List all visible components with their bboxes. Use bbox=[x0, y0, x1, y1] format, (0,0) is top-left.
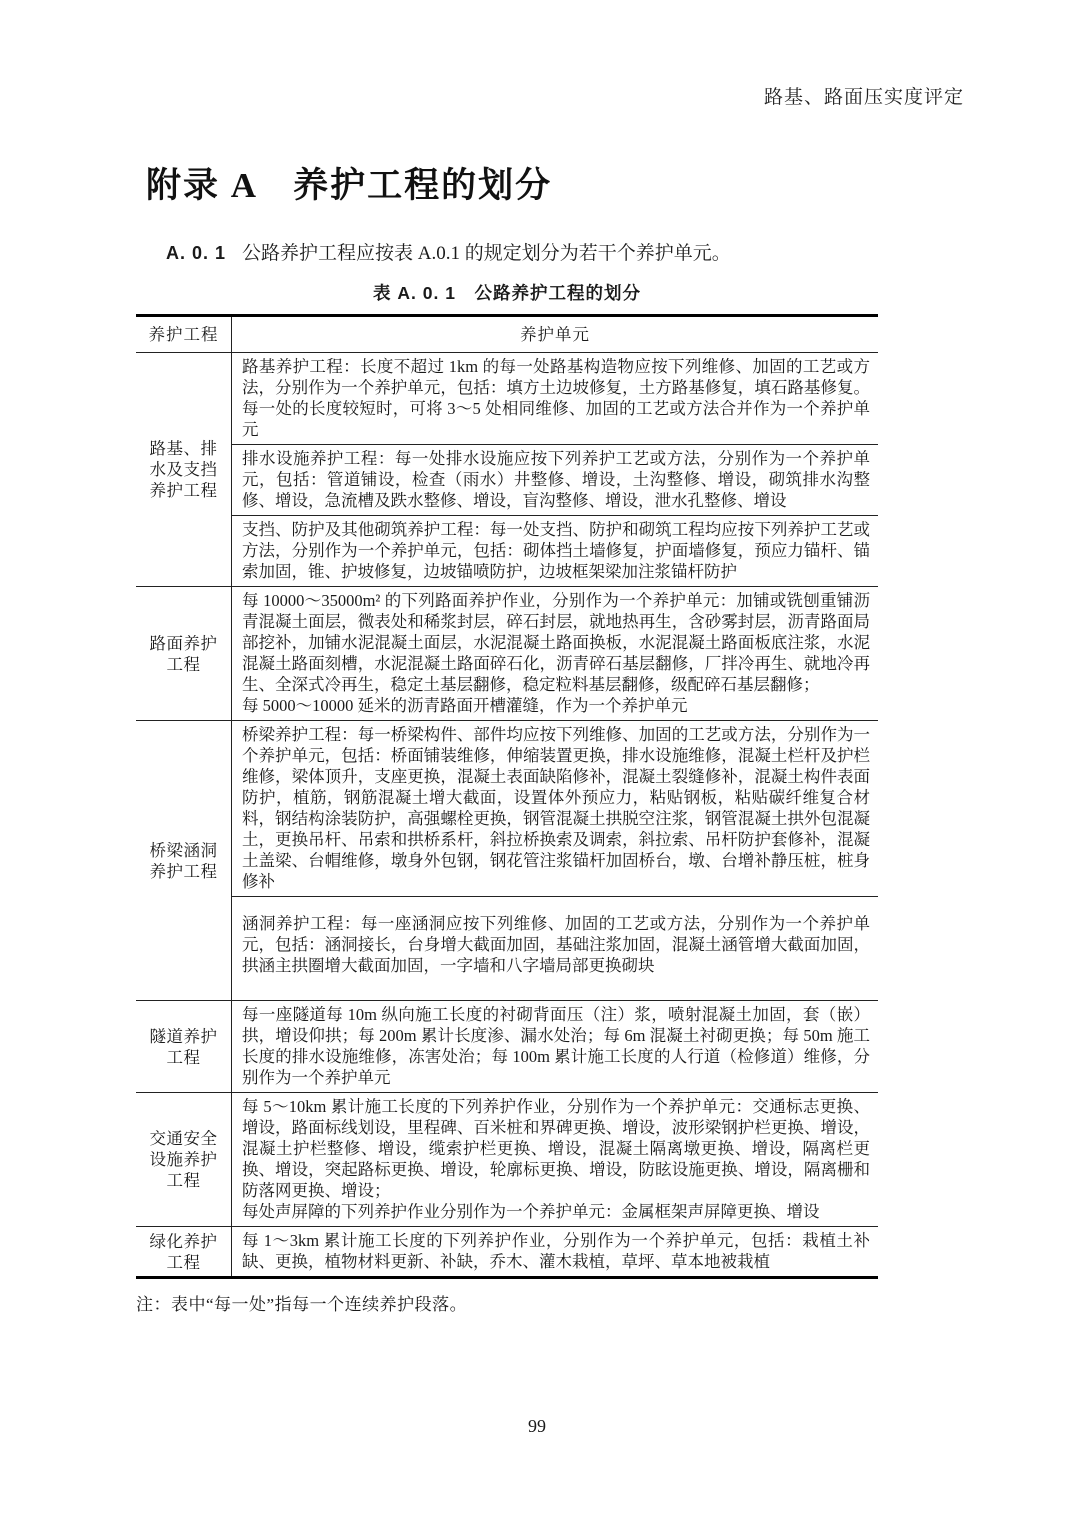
table-row bbox=[136, 1093, 878, 1227]
cell-paragraph: 每处声屏障的下列养护作业分别作为一个养护单元：金属框架声屏障更换、增设 bbox=[242, 1202, 820, 1221]
row-content bbox=[232, 1093, 879, 1227]
table-caption: 表 A. 0. 1 公路养护工程的划分 bbox=[373, 283, 641, 303]
table-header-row bbox=[136, 316, 878, 353]
appendix-title: 附录 A 养护工程的划分 bbox=[146, 166, 553, 205]
column-header-project: 养护工程 bbox=[136, 316, 232, 353]
cell-paragraph: 排水设施养护工程：每一处排水设施应按下列养护工艺或方法，分别作为一个养护单元，包括：管道铺设，检查（雨水）井整修、增设，土沟整修、增设，砌筑排水沟整修、增设，急流槽及跌水整修、增设，盲沟整修、增设，泄水孔整修、增设 bbox=[242, 449, 870, 510]
table-row bbox=[136, 1001, 878, 1093]
maintenance-division-table bbox=[136, 314, 878, 1279]
table-row bbox=[136, 516, 878, 587]
cell-paragraph: 每 1～3km 累计施工长度的下列养护作业，分别作为一个养护单元，包括：栽植土补缺、更换，植物材料更新、补缺，乔木、灌木栽植，草坪、草本地被栽植 bbox=[242, 1231, 870, 1271]
row-label: 隧道养护工程 bbox=[136, 1001, 232, 1093]
clause-text: 公路养护工程应按表 A.0.1 的规定划分为若干个养护单元。 bbox=[242, 243, 731, 264]
row-content bbox=[232, 445, 879, 516]
row-content bbox=[232, 897, 879, 1001]
table-row bbox=[136, 587, 878, 721]
row-content bbox=[232, 353, 879, 445]
row-label: 绿化养护工程 bbox=[136, 1227, 232, 1278]
row-label: 交通安全设施养护工程 bbox=[136, 1093, 232, 1227]
cell-paragraph: 涵洞养护工程：每一座涵洞应按下列维修、加固的工艺或方法，分别作为一个养护单元，包括：涵洞接长，台身增大截面加固，基础注浆加固，混凝土涵管增大截面加固，拱涵主拱圈增大截面加固，一字墙和八字墙局部更换砌块 bbox=[242, 914, 870, 975]
cell-paragraph: 支挡、防护及其他砌筑养护工程：每一处支挡、防护和砌筑工程均应按下列养护工艺或方法，分别作为一个养护单元，包括：砌体挡土墙修复，护面墙修复，预应力锚杆、锚索加固，锥、护坡修复，边坡锚喷防护，边坡框架梁加注浆锚杆防护 bbox=[242, 520, 870, 581]
clause-number: A. 0. 1 bbox=[166, 243, 227, 263]
row-content bbox=[232, 516, 879, 587]
cell-paragraph: 桥梁养护工程：每一桥梁构件、部件均应按下列维修、加固的工艺或方法，分别作为一个养护单元，包括：桥面铺装维修，伸缩装置更换，排水设施维修，混凝土栏杆及护栏维修，梁体顶升，支座更换，混凝土表面缺陷修补，混凝土裂缝修补，混凝土构件表面防护，植筋，钢筋混凝土增大截面，设置体外预应力，粘贴钢板，粘贴碳纤维复合材料，钢结构涂装防护，高强螺栓更换，钢管混凝土拱脱空注浆，钢管混凝土拱外包混凝土，更换吊杆、吊索和拱桥系杆，斜拉桥换索及调索，斜拉索、吊杆防护套修补，混凝土盖梁、台帽维修，墩身外包钢，钢花管注浆锚杆加固桥台，墩、台增补静压桩，桩身修补 bbox=[242, 725, 870, 891]
row-label: 路基、排水及支挡养护工程 bbox=[136, 353, 232, 587]
row-label: 桥梁涵洞养护工程 bbox=[136, 721, 232, 1001]
cell-paragraph: 每 10000～35000m² 的下列路面养护作业，分别作为一个养护单元：加铺或铣刨重铺沥青混凝土面层，微表处和稀浆封层，碎石封层，就地热再生，含砂雾封层，沥青路面局部挖补，加铺水泥混凝土面层，水泥混凝土路面换板，水泥混凝土路面板底注浆，水泥混凝土路面刻槽，水泥混凝土路面碎石化，沥青碎石基层翻修，厂拌冷再生、就地冷再生、全深式冷再生，稳定土基层翻修，稳定粒料基层翻修，级配碎石基层翻修； bbox=[242, 591, 870, 694]
clause-a01 bbox=[166, 238, 731, 265]
cell-paragraph: 每一座隧道每 10m 纵向施工长度的衬砌背面压（注）浆，喷射混凝土加固，套（嵌）拱，增设仰拱；每 200m 累计长度渗、漏水处治；每 6m 混凝土衬砌更换；每 50m 施工长度的排水设施维修，冻害处治；每 100m 累计施工长度的人行道（检修道）维修，分别作为一个养护单元 bbox=[242, 1005, 870, 1087]
table-note: 注：表中“每一处”指每一个连续养护段落。 bbox=[136, 1295, 468, 1314]
cell-paragraph: 路基养护工程：长度不超过 1km 的每一处路基构造物应按下列维修、加固的工艺或方法，分别作为一个养护单元，包括：填方土边坡修复，土方路基修复，填石路基修复。每一处的长度较短时，可将 3～5 处相同维修、加固的工艺或方法合并作为一个养护单元 bbox=[242, 357, 870, 439]
table-row bbox=[136, 721, 878, 897]
cell-paragraph: 每 5000～10000 延米的沥青路面开槽灌缝，作为一个养护单元 bbox=[242, 696, 688, 715]
page-number: 99 bbox=[528, 1416, 546, 1436]
table-row bbox=[136, 1227, 878, 1278]
cell-paragraph: 每 5～10km 累计施工长度的下列养护作业，分别作为一个养护单元：交通标志更换、增设，路面标线划设，里程碑、百米桩和界碑更换、增设，波形梁钢护栏更换、增设，混凝土护栏整修、增设，缆索护栏更换、增设，混凝土隔离墩更换、增设，隔离栏更换、增设，突起路标更换、增设，轮廓标更换、增设，防眩设施更换、增设，隔离栅和防落网更换、增设； bbox=[242, 1097, 870, 1200]
table-row bbox=[136, 445, 878, 516]
row-content bbox=[232, 1227, 879, 1278]
row-content bbox=[232, 721, 879, 897]
row-label: 路面养护工程 bbox=[136, 587, 232, 721]
row-content bbox=[232, 1001, 879, 1093]
running-header: 路基、路面压实度评定 bbox=[763, 87, 964, 108]
table-row bbox=[136, 353, 878, 445]
column-header-unit: 养护单元 bbox=[232, 316, 879, 353]
table-block bbox=[136, 280, 878, 1315]
row-content bbox=[232, 587, 879, 721]
table-row bbox=[136, 897, 878, 1001]
